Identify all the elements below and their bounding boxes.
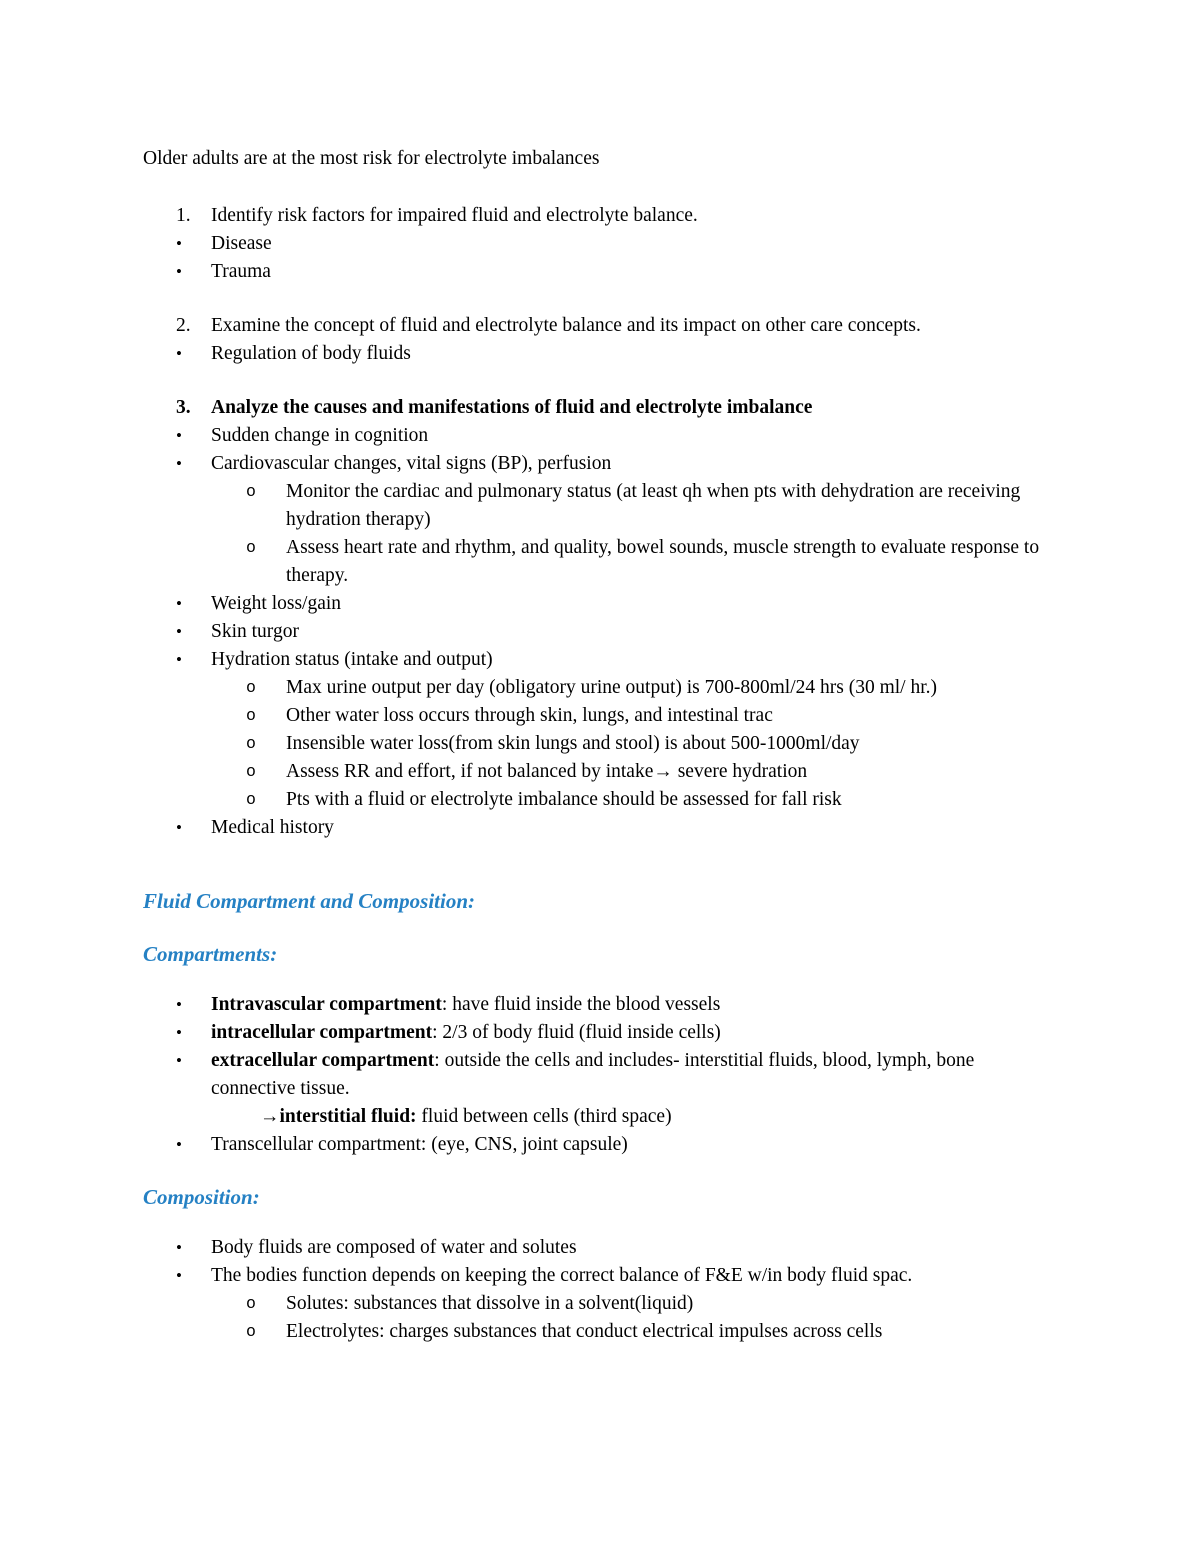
text-segment: Weight loss/gain — [211, 593, 342, 614]
sub-bullet-glyph: o — [246, 734, 256, 753]
bullet-glyph: • — [176, 622, 182, 641]
sub-bullet-list-item — [143, 1290, 1055, 1318]
text-segment: Fluid Compartment and Composition: — [143, 889, 475, 913]
text-segment: Other water loss occurs through skin, lungs, and intestinal trac — [286, 705, 773, 726]
text-run — [143, 148, 599, 169]
text-run — [211, 1262, 1055, 1290]
text-segment: Hydration status (intake and output) — [211, 649, 493, 670]
text-run — [211, 312, 1055, 340]
list-number: 2. — [176, 315, 191, 336]
sub-bullet-list-item — [143, 1318, 1055, 1346]
text-segment: Composition: — [143, 1185, 260, 1209]
text-segment: Assess RR and effort, if not balanced by intake→ severe hydration — [286, 761, 808, 782]
text-segment: Sudden change in cognition — [211, 425, 429, 446]
bullet-list-item — [143, 618, 1055, 646]
text-run — [211, 230, 1055, 258]
sub-bullet-glyph: o — [246, 790, 256, 809]
text-segment: Solutes: substances that dissolve in a solvent(liquid) — [286, 1293, 694, 1314]
bullet-list-item — [143, 258, 1055, 286]
text-run — [211, 618, 1055, 646]
text-segment: Cardiovascular changes, vital signs (BP), perfusion — [211, 453, 612, 474]
bullet-list-item — [143, 422, 1055, 450]
bullet-glyph: • — [176, 1135, 182, 1154]
text-segment: Electrolytes: charges substances that conduct electrical impulses across cells — [286, 1321, 883, 1342]
text-run — [211, 646, 1055, 674]
bullet-list-item — [143, 450, 1055, 478]
bullet-list-item — [143, 1047, 1055, 1103]
bullet-list-item — [143, 1262, 1055, 1290]
text-segment: intracellular compartment — [211, 1022, 433, 1043]
bullet-list-item — [143, 991, 1055, 1019]
text-segment: The bodies function depends on keeping the correct balance of F&E w/in body fluid spac. — [211, 1265, 913, 1286]
sub-bullet-list-item — [143, 702, 1055, 730]
text-run — [211, 991, 1055, 1019]
text-run — [286, 758, 1055, 786]
text-segment: Compartments: — [143, 942, 278, 966]
bullet-list-item — [143, 1019, 1055, 1047]
section-heading — [143, 886, 1055, 916]
text-segment: Assess heart rate and rhythm, and quality, bowel sounds, muscle strength to evaluate response to therapy. — [286, 537, 1040, 586]
bullet-glyph: • — [176, 1051, 182, 1070]
section-heading — [143, 1182, 1055, 1212]
section-heading — [143, 939, 1055, 969]
text-run — [143, 1185, 260, 1209]
bullet-list-item — [143, 340, 1055, 368]
bullet-list-item — [143, 1234, 1055, 1262]
sub-bullet-list-item — [143, 534, 1055, 590]
text-run — [211, 202, 1055, 230]
paragraph — [143, 145, 1055, 173]
text-run — [211, 422, 1055, 450]
text-run — [211, 814, 1055, 842]
bullet-glyph: • — [176, 426, 182, 445]
bullet-glyph: • — [176, 454, 182, 473]
bullet-glyph: • — [176, 344, 182, 363]
text-segment: Examine the concept of fluid and electrolyte balance and its impact on other care concepts. — [211, 315, 921, 336]
bullet-list-item — [143, 1131, 1055, 1159]
text-segment: Max urine output per day (obligatory urine output) is 700-800ml/24 hrs (30 ml/ hr.) — [286, 677, 937, 698]
bullet-list-item — [143, 230, 1055, 258]
sub-bullet-list-item — [143, 478, 1055, 534]
text-segment: : outside the cells and includes- interstitial fluids, blood, lymph, bone connective tissue. — [211, 1050, 975, 1099]
text-segment: Medical history — [211, 817, 334, 838]
sub-bullet-glyph: o — [246, 1322, 256, 1341]
text-segment: Intravascular compartment — [211, 994, 442, 1015]
arrow-note-line — [143, 1103, 1055, 1131]
sub-bullet-list-item — [143, 786, 1055, 814]
bullet-glyph: • — [176, 995, 182, 1014]
text-run — [211, 340, 1055, 368]
text-segment: Older adults are at the most risk for electrolyte imbalances — [143, 148, 600, 169]
text-segment: : 2/3 of body fluid (fluid inside cells) — [432, 1022, 721, 1043]
sub-bullet-glyph: o — [246, 1294, 256, 1313]
text-segment: Monitor the cardiac and pulmonary status (at least qh when pts with dehydration are receiving hydration therapy) — [286, 481, 1021, 530]
list-number: 3. — [176, 397, 191, 418]
bullet-glyph: • — [176, 1238, 182, 1257]
numbered-list-item — [143, 394, 1055, 422]
text-segment: : have fluid inside the blood vessels — [441, 994, 721, 1015]
bullet-glyph: • — [176, 594, 182, 613]
text-segment: Skin turgor — [211, 621, 299, 642]
text-segment: Trauma — [211, 261, 271, 282]
bullet-glyph: • — [176, 234, 182, 253]
text-run — [211, 1131, 1055, 1159]
text-segment: Insensible water loss(from skin lungs and stool) is about 500-1000ml/day — [286, 733, 860, 754]
text-run — [286, 534, 1055, 590]
sub-bullet-list-item — [143, 758, 1055, 786]
text-segment: Body fluids are composed of water and solutes — [211, 1237, 577, 1258]
text-run — [211, 1047, 1055, 1103]
numbered-list-item — [143, 312, 1055, 340]
document-body — [143, 145, 1055, 1346]
text-run — [286, 786, 1055, 814]
bullet-list-item — [143, 646, 1055, 674]
text-run — [286, 674, 1055, 702]
sub-bullet-glyph: o — [246, 762, 256, 781]
text-run — [286, 730, 1055, 758]
text-segment: Identify risk factors for impaired fluid and electrolyte balance. — [211, 205, 698, 226]
text-segment: Disease — [211, 233, 272, 254]
bullet-glyph: • — [176, 650, 182, 669]
text-run — [211, 590, 1055, 618]
text-segment: Analyze the causes and manifestations of fluid and electrolyte imbalance — [211, 397, 813, 418]
text-segment: extracellular compartment — [211, 1050, 435, 1071]
list-number: 1. — [176, 205, 191, 226]
text-run — [211, 1234, 1055, 1262]
text-run — [211, 1019, 1055, 1047]
sub-bullet-glyph: o — [246, 538, 256, 557]
sub-bullet-list-item — [143, 674, 1055, 702]
sub-bullet-glyph: o — [246, 678, 256, 697]
text-segment: Pts with a fluid or electrolyte imbalance should be assessed for fall risk — [286, 789, 842, 810]
text-segment: interstitial fluid: — [279, 1106, 417, 1127]
text-segment: Regulation of body fluids — [211, 343, 411, 364]
text-segment: → — [260, 1106, 280, 1127]
text-run — [286, 702, 1055, 730]
bullet-glyph: • — [176, 262, 182, 281]
numbered-list-item — [143, 202, 1055, 230]
sub-bullet-glyph: o — [246, 706, 256, 725]
text-segment: Transcellular compartment: (eye, CNS, joint capsule) — [211, 1134, 628, 1155]
bullet-glyph: • — [176, 1266, 182, 1285]
text-segment: fluid between cells (third space) — [416, 1106, 672, 1127]
text-run — [286, 1290, 1055, 1318]
text-run — [211, 394, 1055, 422]
bullet-list-item — [143, 814, 1055, 842]
bullet-glyph: • — [176, 818, 182, 837]
sub-bullet-list-item — [143, 730, 1055, 758]
text-run — [211, 450, 1055, 478]
text-run — [286, 478, 1055, 534]
bullet-glyph: • — [176, 1023, 182, 1042]
text-run — [286, 1318, 1055, 1346]
text-run — [260, 1106, 672, 1127]
text-run — [143, 889, 475, 913]
sub-bullet-glyph: o — [246, 482, 256, 501]
text-run — [211, 258, 1055, 286]
bullet-list-item — [143, 590, 1055, 618]
text-run — [143, 942, 277, 966]
